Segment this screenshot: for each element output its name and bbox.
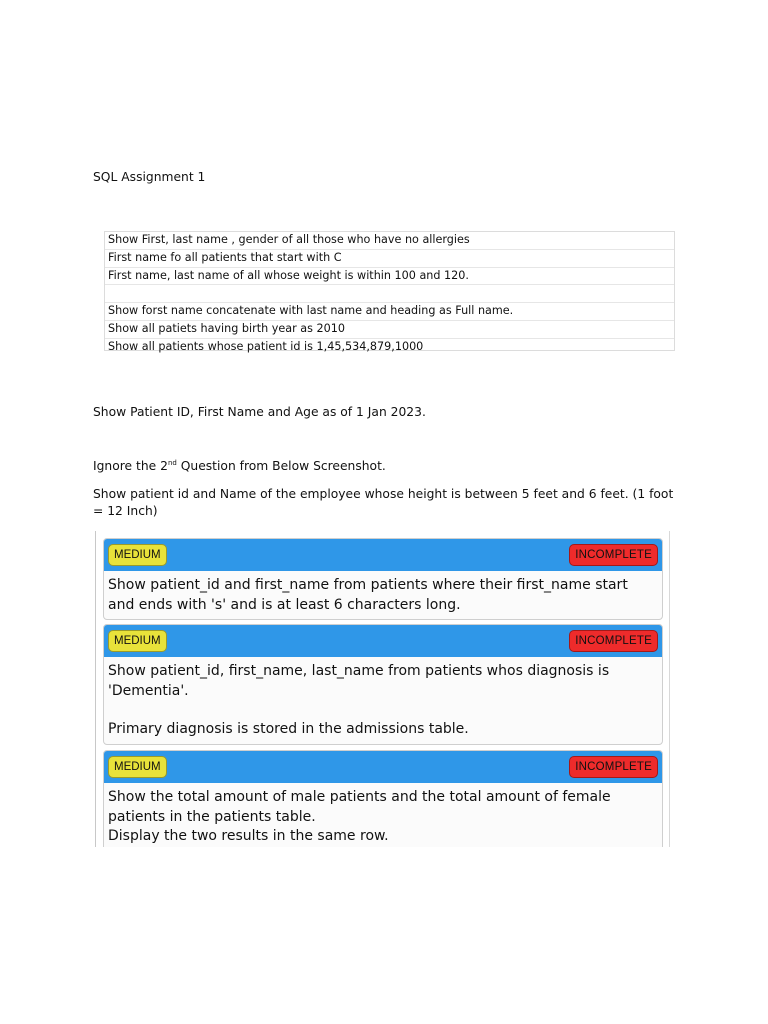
table-row: Show forst name concatenate with last name and heading as Full name. xyxy=(105,303,674,321)
document-title: SQL Assignment 1 xyxy=(93,170,206,184)
card-body xyxy=(104,657,662,744)
question-cards-screenshot xyxy=(95,531,670,847)
table-row: Show all patiets having birth year as 2010 xyxy=(105,321,674,339)
question-card xyxy=(103,538,663,620)
card-header xyxy=(104,625,662,657)
ignore-note xyxy=(93,458,683,475)
table-row xyxy=(105,285,674,303)
table-row: First name, last name of all whose weight is within 100 and 120. xyxy=(105,268,674,286)
question-note: Primary diagnosis is stored in the admissions table. xyxy=(108,721,469,737)
status-badge: INCOMPLETE xyxy=(569,544,658,566)
status-badge: INCOMPLETE xyxy=(569,756,658,778)
ignore-note-after: Question from Below Screenshot. xyxy=(176,459,386,473)
table-row: Show First, last name , gender of all those who have no allergies xyxy=(105,232,674,250)
table-row: Show all patients whose patient id is 1,45,534,879,1000 xyxy=(108,339,424,353)
card-header xyxy=(104,751,662,783)
question-note: Display the two results in the same row. xyxy=(108,828,389,844)
card-body xyxy=(104,571,662,619)
difficulty-badge: MEDIUM xyxy=(108,756,167,778)
table-row: First name fo all patients that start with C xyxy=(105,250,674,268)
question-card xyxy=(103,750,663,847)
questions-table-screenshot xyxy=(104,231,675,351)
ignore-note-ordinal: nd xyxy=(167,459,177,467)
age-question: Show Patient ID, First Name and Age as of 1 Jan 2023. xyxy=(93,405,426,419)
card-header xyxy=(104,539,662,571)
height-question: Show patient id and Name of the employee whose height is between 5 feet and 6 feet. (1 foot = 12 Inch) xyxy=(93,487,674,518)
difficulty-badge: MEDIUM xyxy=(108,544,167,566)
question-text: Show patient_id and first_name from patients where their first_name start and ends with 's' and is at least 6 characters long. xyxy=(108,577,628,613)
question-text: Show the total amount of male patients and the total amount of female patients in the patients table. xyxy=(108,789,611,825)
status-badge: INCOMPLETE xyxy=(569,630,658,652)
ignore-note-before: Ignore the 2 xyxy=(93,459,168,473)
question-card xyxy=(103,624,663,745)
question-text: Show patient_id, first_name, last_name from patients whos diagnosis is 'Dementia'. xyxy=(108,663,610,699)
difficulty-badge: MEDIUM xyxy=(108,630,167,652)
card-body xyxy=(104,783,662,847)
